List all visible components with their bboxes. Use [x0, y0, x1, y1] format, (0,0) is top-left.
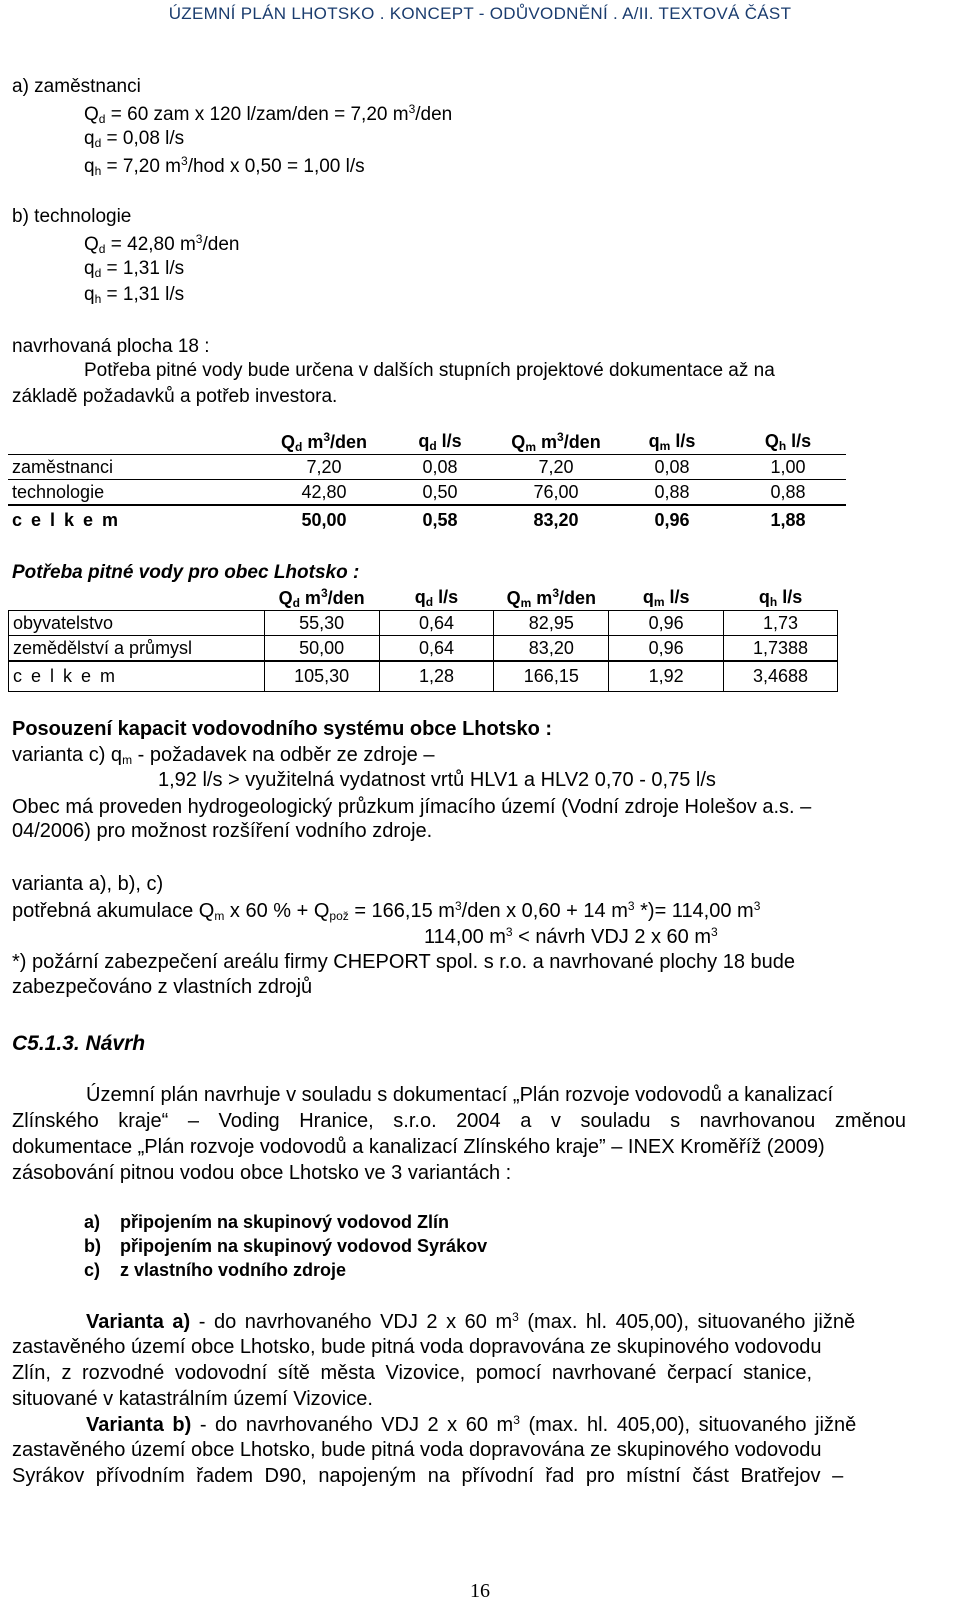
table-row: technologie 42,80 0,50 76,00 0,88 0,88 — [8, 480, 846, 506]
akumulace-comparison: 114,00 $m^3$ < návrh VDJ 2 x 60 $m^3$ — [424, 925, 718, 948]
section-a-title: a) zaměstnanci — [12, 76, 141, 97]
posouzeni-line-1: varianta c) $q_m$ - požadavek na odběr ze zdroje – — [12, 744, 435, 767]
posouzeni-line-2: 1,92 l/s > využitelná vydatnost vrtů HLV1 a HLV2 0,70 - 0,75 l/s — [158, 769, 716, 791]
col-header: $Q_d$ $m^3$/den — [278, 586, 365, 610]
table-2-title: Potřeba pitné vody pro obec Lhotsko : — [12, 562, 360, 583]
section-b-title: b) technologie — [12, 206, 132, 227]
col-header: $q_d$ l/s — [418, 431, 462, 453]
posouzeni-line-4: 04/2006) pro možnost rozšíření vodního zdroje. — [12, 820, 433, 842]
variant-a-line: Zlín, z rozvodné vodovodní sítě města Vizovice, pomocí navrhované čerpací stanice, — [12, 1362, 813, 1384]
table-header-row — [8, 430, 846, 455]
col-header: $q_m$ l/s — [642, 587, 690, 609]
running-header: ÚZEMNÍ PLÁN LHOTSKO . KONCEPT - ODŮVODNĚNÍ . A/II. TEXTOVÁ ČÁST — [168, 4, 792, 23]
section-a-line-2: $q_d = 0,08$ l/s — [84, 128, 185, 150]
navrh-paragraph-line: Zlínského kraje“ – Voding Hranice, s.r.o. 2004 a v souladu s navrhovanou změnou — [12, 1110, 906, 1132]
navrh-paragraph-line: zásobování pitnou vodou obce Lhotsko ve 3 variantách : — [12, 1162, 512, 1184]
section-b-line-3: $q_h = 1,31$ l/s — [84, 284, 185, 306]
posouzeni-title: Posouzení kapacit vodovodního systému obce Lhotsko : — [12, 718, 553, 740]
section-b-line-2: $q_d = 1,31$ l/s — [84, 258, 185, 280]
table-total-row: c e l k e m 105,30 1,28 166,15 1,92 3,4688 — [9, 661, 838, 691]
col-header: $q_h$ l/s — [758, 587, 803, 609]
akumulace-formula: potřebná akumulace $Q_m$ x 60 % + $Q_{pož} = 166,15$ $m^3$/den x 0,60 + 14 $m^3$ *)= 114,00 $m^3$ — [12, 899, 761, 923]
page-number: 16 — [470, 1580, 490, 1602]
variant-a-line-1: Varianta a) - do navrhovaného VDJ 2 x 60 $m^3$ (max. hl. 405,00), situovaného jižně — [86, 1310, 856, 1333]
variant-b-line: zastavěného území obce Lhotsko, bude pitná voda dopravována ze skupinového vodovodu — [12, 1439, 822, 1461]
table-demand-2 — [8, 586, 838, 692]
table-header-row — [9, 586, 838, 611]
col-header: $q_m$ l/s — [648, 431, 696, 453]
col-header: $q_d$ l/s — [414, 587, 459, 609]
akumulace-note-1: *) požární zabezpečení areálu firmy CHEPORT spol. s r.o. a navrhované plochy 18 bude — [12, 951, 796, 973]
list-item: a) připojením na skupinový vodovod Zlín — [84, 1212, 450, 1232]
variant-b-line-1: Varianta b) - do navrhovaného VDJ 2 x 60 $m^3$ (max. hl. 405,00), situovaného jižně — [86, 1413, 857, 1436]
variant-b-line: Syrákov přívodním řadem D90, napojeným na přívodní řad pro místní část Bratřejov – — [12, 1465, 844, 1487]
variant-a-line: zastavěného území obce Lhotsko, bude pitná voda dopravována ze skupinového vodovodu — [12, 1336, 822, 1358]
posouzeni-line-3: Obec má proveden hydrogeologický průzkum jímacího území (Vodní zdroje Holešov a.s. – — [12, 796, 812, 818]
navrh-paragraph-line: Územní plán navrhuje v souladu s dokumentací „Plán rozvoje vodovodů a kanalizací — [86, 1084, 834, 1106]
table-row: obyvatelstvo 55,30 0,64 82,95 0,96 1,73 — [9, 611, 838, 636]
list-item: b) připojením na skupinový vodovod Syrákov — [84, 1236, 488, 1256]
plocha-title: navrhovaná plocha 18 : — [12, 336, 210, 357]
section-a-line-1: $Q_d = 60$ zam x 120 l/zam/den = 7,20 $m^3$/den — [84, 102, 453, 126]
table-row: zaměstnanci 7,20 0,08 7,20 0,08 1,00 — [8, 455, 846, 480]
col-header: $Q_h$ l/s — [764, 431, 812, 453]
variant-a-line: situované v katastrálním území Vizovice. — [12, 1388, 373, 1410]
section-heading: C5.1.3. Návrh — [12, 1032, 146, 1055]
section-b-line-1: $Q_d = 42,80$ $m^3$/den — [84, 232, 240, 256]
akumulace-note-2: zabezpečováno z vlastních zdrojů — [12, 976, 313, 998]
table-row: zemědělství a průmysl 50,00 0,64 83,20 0,96 1,7388 — [9, 636, 838, 662]
list-item: c) z vlastního vodního zdroje — [84, 1260, 347, 1280]
navrh-paragraph-line: dokumentace „Plán rozvoje vodovodů a kanalizací Zlínského kraje” – INEX Kroměříž (2009) — [12, 1136, 825, 1158]
col-header: $Q_d$ $m^3$/den — [280, 430, 368, 454]
plocha-line-1: Potřeba pitné vody bude určena v dalších stupních projektové dokumentace až na — [84, 360, 775, 381]
table-demand-1 — [8, 430, 846, 535]
plocha-line-2: základě požadavků a potřeb investora. — [12, 386, 338, 407]
table-total-row: c e l k e m 50,00 0,58 83,20 0,96 1,88 — [12, 510, 806, 530]
akumulace-line-1: varianta a), b), c) — [12, 873, 164, 895]
section-a-line-3: $q_h = 7,20$ $m^3$/hod x 0,50 = 1,00 l/s — [84, 154, 365, 178]
col-header: $Q_m$ $m^3$/den — [511, 430, 601, 454]
col-header: $Q_m$ $m^3$/den — [506, 586, 597, 610]
